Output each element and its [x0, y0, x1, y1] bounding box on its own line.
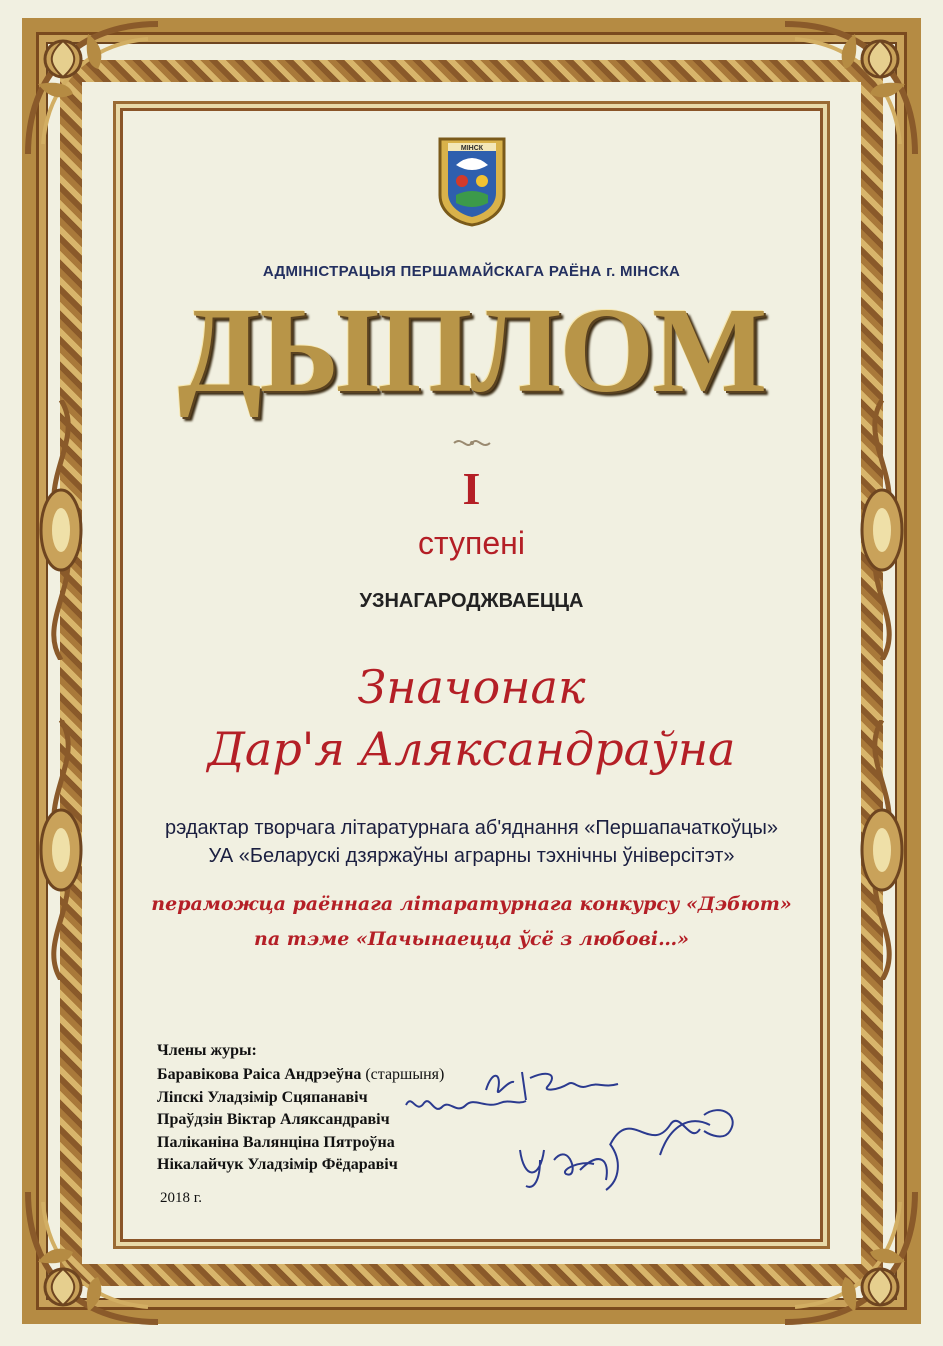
signature-icon	[400, 1085, 530, 1125]
jury-member-name: Нікалайчук Уладзімір Фёдаравіч	[157, 1156, 398, 1173]
jury-title: Члены журы:	[157, 1042, 257, 1059]
awarded-heading: УЗНАГАРОДЖВАЕЦЦА	[359, 590, 584, 612]
recipient-position-line-1: рэдактар творчага літаратурнага аб'яднання «Першапачаткоўцы»	[164, 817, 779, 839]
corner-ornament-icon	[18, 1182, 168, 1332]
degree-number: I	[462, 463, 481, 514]
recipient-surname: Значонак	[357, 660, 586, 714]
jury-member	[157, 1064, 444, 1087]
jury-member	[157, 1154, 444, 1177]
corner-ornament-icon	[775, 14, 925, 164]
achievement-line-2: па тэме «Пачынаецца ўсё з любові…»	[254, 928, 689, 950]
recipient-position-line-2: УА «Беларускі дзяржаўны аграрны тэхнічны ўніверсітэт»	[208, 845, 735, 867]
diploma-title: ДЫПЛОМ	[177, 283, 766, 418]
jury-member-name: Паліканіна Валянціна Пятроўна	[157, 1133, 395, 1151]
recipient-given-names: Дар'я Аляксандраўна	[207, 722, 736, 776]
jury-member-name: Ліпскі Уладзімір Сцяпанавіч	[157, 1088, 368, 1106]
signature-icon	[510, 1130, 640, 1200]
jury-member-role: (старшыня)	[365, 1066, 445, 1083]
issue-year: 2018 г.	[160, 1190, 202, 1206]
jury-member-name: Баравікова Раіса Андрэеўна	[157, 1066, 362, 1083]
coat-of-arms-icon	[436, 135, 508, 227]
flourish-divider-icon	[452, 436, 492, 450]
jury-member-name: Праўдзін Віктар Аляксандравіч	[157, 1111, 390, 1128]
emblem-caption: МІНСК	[460, 145, 484, 152]
issuing-authority: АДМІНІСТРАЦЫЯ ПЕРШАМАЙСКАГА РАЁНА г. МІНСКА	[262, 263, 681, 280]
achievement-line-1: пераможца раённага літаратурнага конкурсу «Дэбют»	[151, 893, 792, 915]
corner-ornament-icon	[18, 14, 168, 164]
jury-member	[157, 1132, 444, 1155]
corner-ornament-icon	[775, 1182, 925, 1332]
degree-label: ступені	[418, 525, 525, 561]
